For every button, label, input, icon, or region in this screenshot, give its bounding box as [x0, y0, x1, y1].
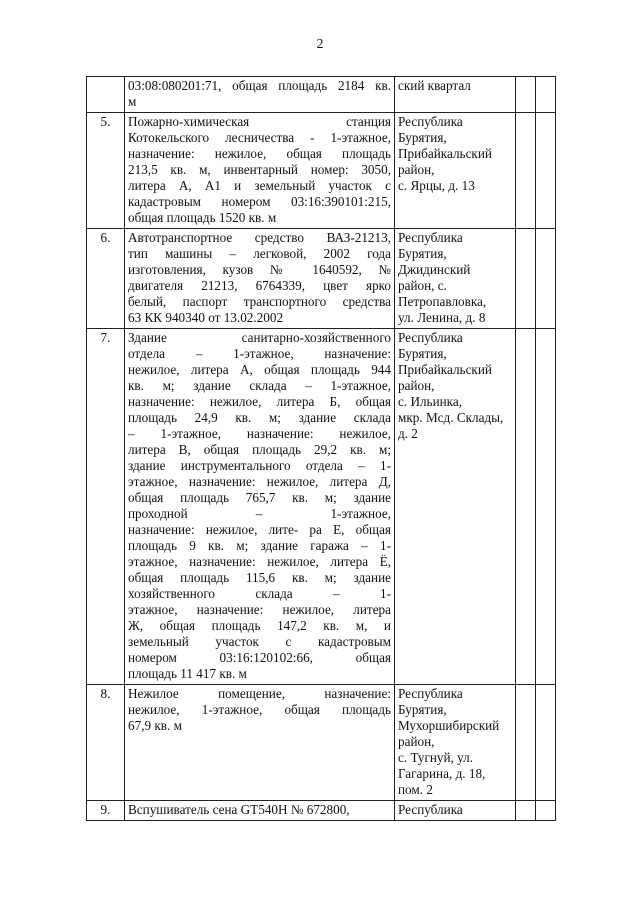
description-line: Нежилое помещение, назначение: [128, 686, 391, 701]
description-line: литера В, общая площадь 29,2 кв. м; [128, 442, 391, 457]
description-line: м [128, 94, 137, 109]
description-line: этажное, назначение: нежилое, литера Д, [128, 474, 391, 489]
address-line: район, [398, 378, 435, 393]
address-line: район, с. [398, 278, 447, 293]
property-address [395, 77, 516, 113]
property-description [125, 329, 395, 685]
description-line: кадастровым номером 03:16:390101:215, [128, 194, 391, 209]
description-line: двигателя 21213, 6764339, цвет ярко [128, 278, 391, 293]
address-line: Прибайкальский [398, 362, 492, 377]
address-line: Мухоршибирский [398, 718, 500, 733]
description-line: назначение: нежилое, литера Б, общая [128, 394, 391, 409]
description-line: 213,5 кв. м, инвентарный номер: 3050, [128, 162, 391, 177]
description-line: Пожарно-химическая станция [128, 114, 391, 129]
property-table [86, 76, 556, 821]
description-line: тип машины – легковой, 2002 года [128, 246, 391, 261]
description-line: 67,9 кв. м [128, 718, 182, 733]
empty-cell [536, 801, 556, 821]
description-line: – 1-этажное, назначение: нежилое, [128, 426, 391, 441]
address-line: Бурятия, [398, 246, 447, 261]
address-line: Прибайкальский [398, 146, 492, 161]
empty-cell [516, 329, 536, 685]
address-line: пом. 2 [398, 782, 433, 797]
description-line: площадь 11 417 кв. м [128, 666, 247, 681]
description-line: изготовления, кузов № 1640592, № [128, 262, 391, 277]
address-line: Бурятия, [398, 702, 447, 717]
address-line: Республика [398, 114, 463, 129]
description-line: площадь 24,9 кв. м; здание склада [128, 410, 391, 425]
description-line: хозяйственного склада – 1- [128, 586, 391, 601]
address-line: мкр. Мсд. Склады, [398, 410, 504, 425]
property-address [395, 113, 516, 229]
description-line: здание инструментального отдела – 1- [128, 458, 391, 473]
empty-cell [536, 113, 556, 229]
description-line: белый, паспорт транспортного средства [128, 294, 391, 309]
row-number: 7. [87, 329, 125, 685]
property-address [395, 801, 516, 821]
address-line: Республика [398, 330, 463, 345]
description-line: Котокельского лесничества - 1-этажное, [128, 130, 391, 145]
property-description [125, 685, 395, 801]
address-line: Гагарина, д. 18, [398, 766, 486, 781]
property-description [125, 801, 395, 821]
property-address [395, 329, 516, 685]
description-line: нежилое, литера А, общая площадь 944 [128, 362, 391, 377]
description-line: общая площадь 115,6 кв. м; здание [128, 570, 391, 585]
table-row [87, 77, 556, 113]
address-line: Бурятия, [398, 130, 447, 145]
table-row [87, 685, 556, 801]
row-number: 5. [87, 113, 125, 229]
description-line: назначение: нежилое, общая площадь [128, 146, 391, 161]
description-line: проходной – 1-этажное, [128, 506, 391, 521]
table-row [87, 801, 556, 821]
address-line: Республика [398, 230, 463, 245]
address-line: Республика [398, 686, 463, 701]
empty-cell [516, 77, 536, 113]
description-line: назначение: нежилое, лите- ра Е, общая [128, 522, 391, 537]
address-line: район, [398, 162, 435, 177]
address-line: Джидинский [398, 262, 471, 277]
description-line: 03:08:080201:71, общая площадь 2184 кв. [128, 78, 391, 93]
description-line: общая площадь 1520 кв. м [128, 210, 277, 225]
address-line: с. Ильинка, [398, 394, 463, 409]
description-line: номером 03:16:120102:66, общая [128, 650, 391, 665]
empty-cell [536, 77, 556, 113]
description-line: кв. м; здание склада – 1-этажное, [128, 378, 391, 393]
description-line: нежилое, 1-этажное, общая площадь [128, 702, 391, 717]
address-line: Республика [398, 802, 463, 817]
table-row [87, 229, 556, 329]
property-description [125, 77, 395, 113]
empty-cell [516, 113, 536, 229]
row-number [87, 77, 125, 113]
address-line: с. Ярцы, д. 13 [398, 178, 475, 193]
property-description [125, 229, 395, 329]
property-address [395, 229, 516, 329]
empty-cell [516, 801, 536, 821]
description-line: общая площадь 765,7 кв. м; здание [128, 490, 391, 505]
empty-cell [536, 229, 556, 329]
description-line: этажное, назначение: нежилое, литера Ё, [128, 554, 391, 569]
description-line: 63 КК 940340 от 13.02.2002 [128, 310, 284, 325]
row-number: 8. [87, 685, 125, 801]
empty-cell [536, 685, 556, 801]
description-line: литера А, А1 и земельный участок с [128, 178, 391, 193]
property-description [125, 113, 395, 229]
description-line: отдела – 1-этажное, назначение: [128, 346, 391, 361]
address-line: ский квартал [398, 78, 471, 93]
address-line: Петропавловка, [398, 294, 487, 309]
row-number: 9. [87, 801, 125, 821]
description-line: площадь 9 кв. м; здание гаража – 1- [128, 538, 391, 553]
property-address [395, 685, 516, 801]
address-line: ул. Ленина, д. 8 [398, 310, 486, 325]
address-line: район, [398, 734, 435, 749]
address-line: д. 2 [398, 426, 418, 441]
description-line: земельный участок с кадастровым [128, 634, 391, 649]
address-line: Бурятия, [398, 346, 447, 361]
description-line: Вспушиватель сена GT540H № 672800, [128, 802, 350, 817]
table-row [87, 329, 556, 685]
address-line: с. Тугнуй, ул. [398, 750, 474, 765]
description-line: Автотранспортное средство ВАЗ-21213, [128, 230, 391, 245]
empty-cell [516, 229, 536, 329]
empty-cell [516, 685, 536, 801]
table-row [87, 113, 556, 229]
description-line: Ж, общая площадь 147,2 кв. м, и [128, 618, 391, 633]
description-line: этажное, назначение: нежилое, литера [128, 602, 391, 617]
row-number: 6. [87, 229, 125, 329]
page-number: 2 [316, 37, 324, 52]
empty-cell [536, 329, 556, 685]
description-line: Здание санитарно-хозяйственного [128, 330, 391, 345]
